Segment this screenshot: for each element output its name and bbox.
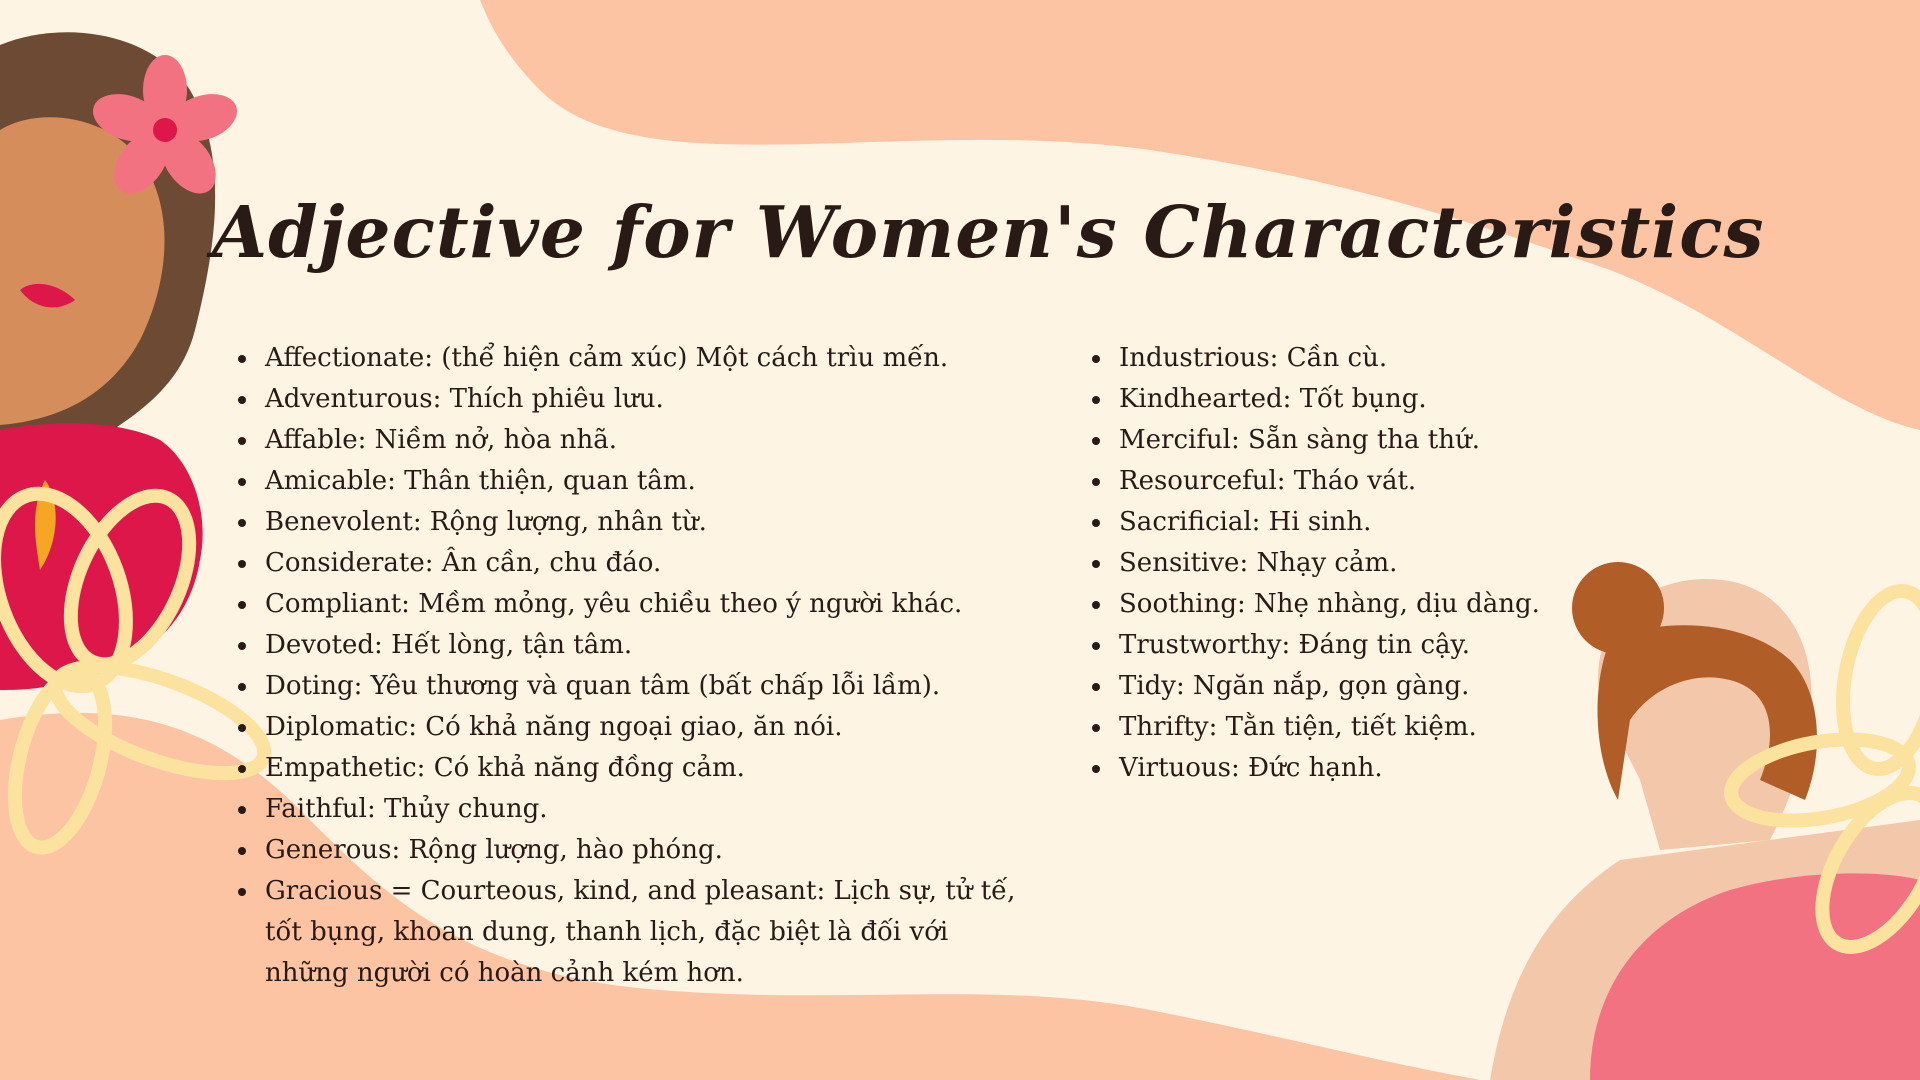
list-item: Sensitive: Nhạy cảm. xyxy=(1119,543,1639,584)
list-item: Affable: Niềm nở, hòa nhã. xyxy=(265,420,1035,461)
list-item: Virtuous: Đức hạnh. xyxy=(1119,748,1639,789)
adjective-list-right xyxy=(1088,338,1639,789)
list-item: Compliant: Mềm mỏng, yêu chiều theo ý người khác. xyxy=(265,584,1035,625)
adjective-list-left xyxy=(234,338,1035,994)
list-item: Sacrificial: Hi sinh. xyxy=(1119,502,1639,543)
list-item: Faithful: Thủy chung. xyxy=(265,789,1035,830)
list-item: Adventurous: Thích phiêu lưu. xyxy=(265,379,1035,420)
list-item: Trustworthy: Đáng tin cậy. xyxy=(1119,625,1639,666)
list-item: Tidy: Ngăn nắp, gọn gàng. xyxy=(1119,666,1639,707)
list-item: Thrifty: Tằn tiện, tiết kiệm. xyxy=(1119,707,1639,748)
list-item: Benevolent: Rộng lượng, nhân từ. xyxy=(265,502,1035,543)
list-item: Industrious: Cần cù. xyxy=(1119,338,1639,379)
list-item: Gracious = Courteous, kind, and pleasant: Lịch sự, tử tế, tốt bụng, khoan dung, thanh lịch, đặc biệt là đối với những người có hoàn cảnh kém hơn. xyxy=(265,871,1035,994)
list-item: Resourceful: Tháo vát. xyxy=(1119,461,1639,502)
list-item: Amicable: Thân thiện, quan tâm. xyxy=(265,461,1035,502)
list-item: Merciful: Sẵn sàng tha thứ. xyxy=(1119,420,1639,461)
list-item: Devoted: Hết lòng, tận tâm. xyxy=(265,625,1035,666)
list-item: Soothing: Nhẹ nhàng, dịu dàng. xyxy=(1119,584,1639,625)
list-item: Considerate: Ân cần, chu đáo. xyxy=(265,543,1035,584)
list-item: Affectionate: (thể hiện cảm xúc) Một cách trìu mến. xyxy=(265,338,1035,379)
list-item: Doting: Yêu thương và quan tâm (bất chấp lỗi lầm). xyxy=(265,666,1035,707)
page-title: Adjective for Women's Characteristics xyxy=(212,190,1765,274)
list-item: Diplomatic: Có khả năng ngoại giao, ăn nói. xyxy=(265,707,1035,748)
list-item: Empathetic: Có khả năng đồng cảm. xyxy=(265,748,1035,789)
list-item: Generous: Rộng lượng, hào phóng. xyxy=(265,830,1035,871)
list-item: Kindhearted: Tốt bụng. xyxy=(1119,379,1639,420)
